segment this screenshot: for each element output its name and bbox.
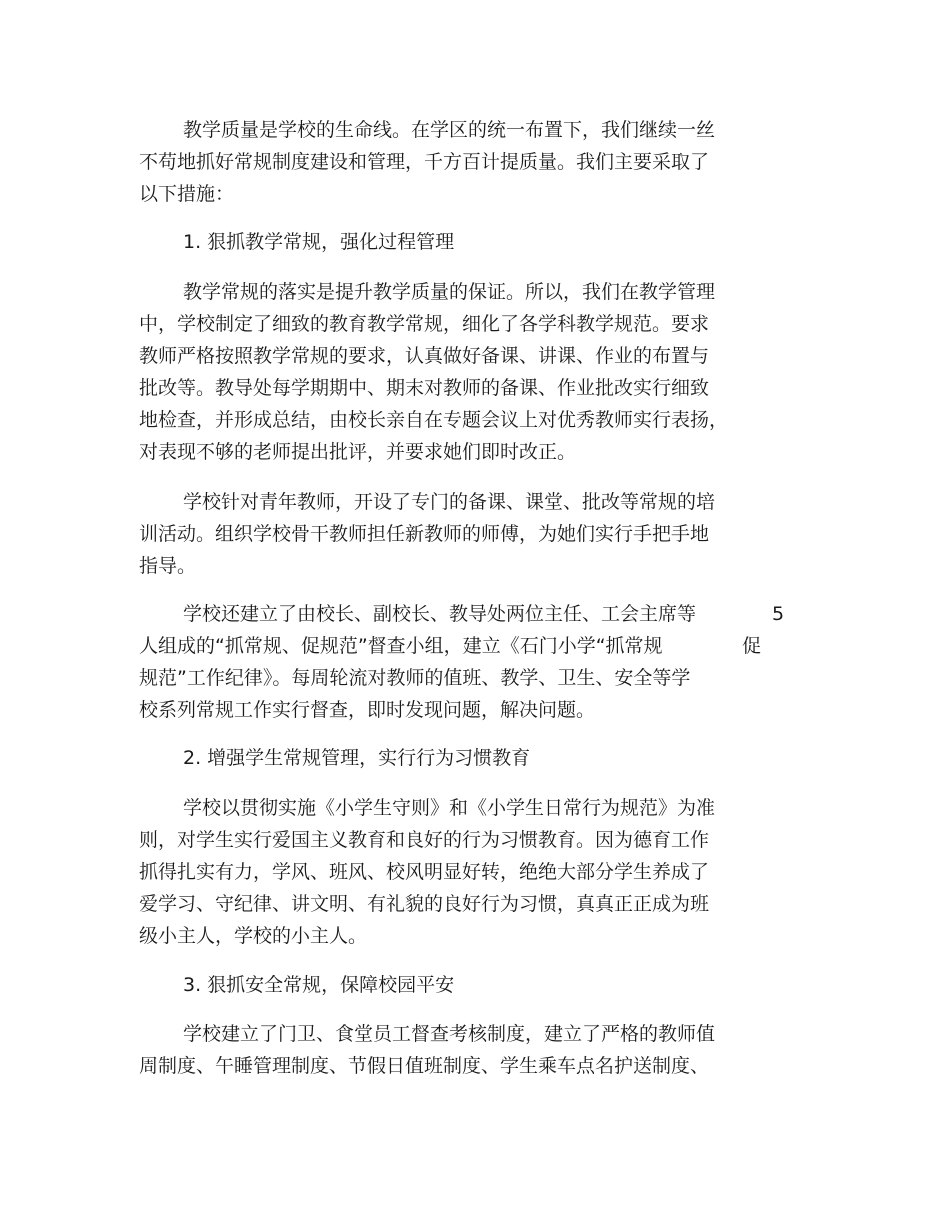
paragraph-line: 周制度、午睡管理制度、节假日值班制度、学生乘车点名护送制度、: [139, 1055, 710, 1077]
paragraph-line: 指导。: [139, 555, 197, 577]
paragraph-line: 批改等。教导处每学期期中、期末对教师的备课、作业批改实行细致: [139, 377, 710, 399]
paragraph-line: 学校针对青年教师，开设了专门的备课、课堂、批改等常规的培: [183, 491, 716, 513]
paragraph-line: 不苟地抓好常规制度建设和管理，千方百计提质量。我们主要采取了: [139, 151, 710, 173]
paragraph-line: 级小主人，学校的小主人。: [139, 925, 368, 947]
paragraph-number: 5: [772, 603, 785, 625]
section-heading: 2. 增强学生常规管理，实行行为习惯教育: [183, 747, 531, 769]
paragraph-line: 对表现不够的老师提出批评，并要求她们即时改正。: [139, 441, 577, 463]
paragraph-line: 校系列常规工作实行督查，即时发现问题，解决问题。: [139, 699, 596, 721]
paragraph-line: 中，学校制定了细致的教育教学常规，细化了各学科教学规范。要求: [139, 313, 710, 335]
section-heading: 3. 狠抓安全常规，保障校园平安: [183, 974, 455, 996]
paragraph-line: 教学质量是学校的生命线。在学区的统一布置下，我们继续一丝: [183, 119, 716, 141]
paragraph-line: 教学常规的落实是提升教学质量的保证。所以，我们在教学管理: [183, 281, 716, 303]
paragraph-line: 学校建立了门卫、食堂员工督查考核制度，建立了严格的教师值: [183, 1023, 716, 1045]
paragraph-line: 人组成的“抓常规、促规范”督查小组，建立《石门小学“抓常规: [139, 635, 663, 657]
paragraph-line: 规范”工作纪律》。每周轮流对教师的值班、教学、卫生、安全等学: [139, 667, 691, 689]
paragraph-line: 训活动。组织学校骨干教师担任新教师的师傅，为她们实行手把手地: [139, 523, 710, 545]
paragraph-line: 则，对学生实行爱国主义教育和良好的行为习惯教育。因为德育工作: [139, 829, 710, 851]
paragraph-line: 抓得扎实有力，学风、班风、校风明显好转，绝绝大部分学生养成了: [139, 861, 710, 883]
paragraph-line: 爱学习、守纪律、讲文明、有礼貌的良好行为习惯，真真正正成为班: [139, 893, 710, 915]
paragraph-line: 学校还建立了由校长、副校长、教导处两位主任、工会主席等: [183, 603, 697, 625]
paragraph-line: 地检查，并形成总结，由校长亲自在专题会议上对优秀教师实行表扬，: [139, 409, 729, 431]
paragraph-line: 教师严格按照教学常规的要求，认真做好备课、讲课、作业的布置与: [139, 345, 710, 367]
paragraph-fragment: 促: [742, 635, 762, 657]
paragraph-line: 以下措施：: [139, 183, 235, 205]
section-heading: 1. 狠抓教学常规，强化过程管理: [183, 231, 455, 253]
paragraph-line: 学校以贯彻实施《小学生守则》和《小学生日常行为规范》为准: [183, 797, 716, 819]
